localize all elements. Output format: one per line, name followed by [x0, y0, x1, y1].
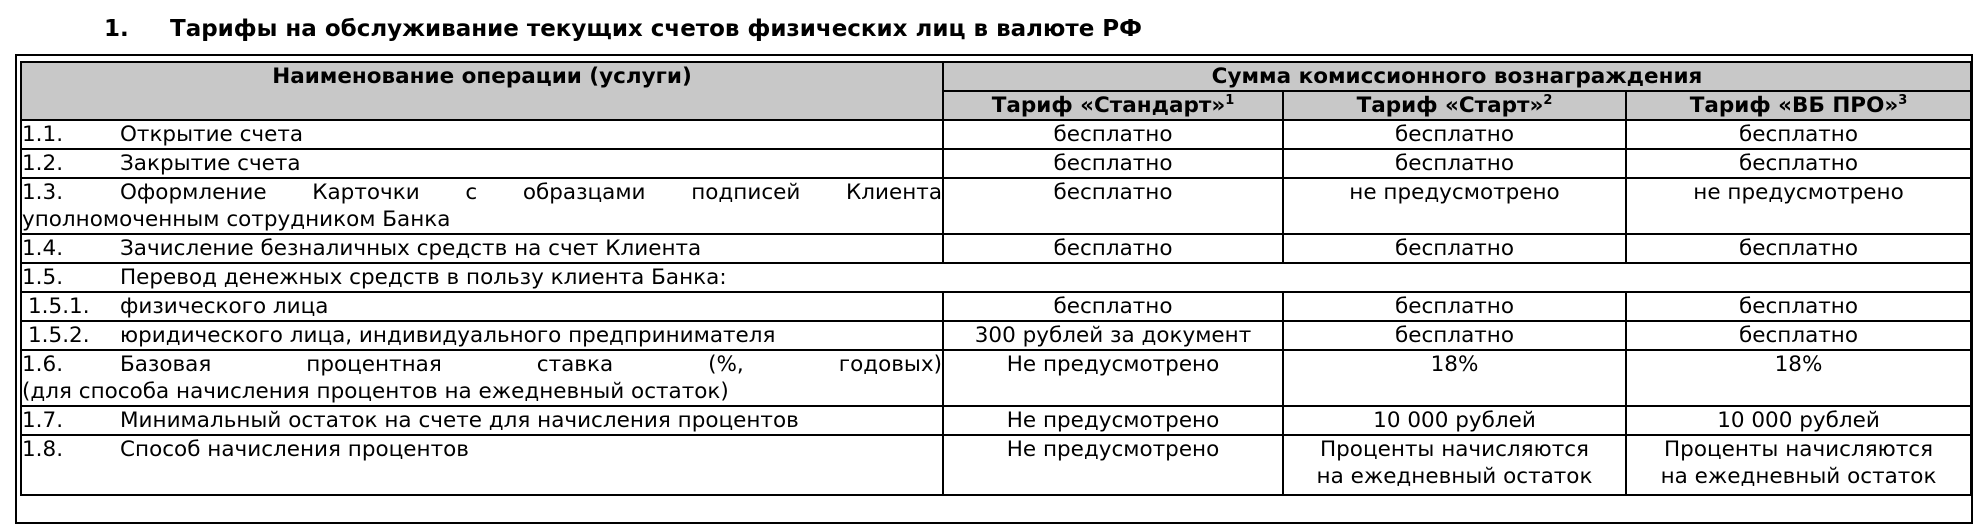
table-row — [21, 406, 1971, 435]
row-value-start: 18% — [1283, 350, 1626, 406]
row-value-vb-pro: Проценты начисляются на ежедневный остаток — [1626, 435, 1971, 495]
header-tariff-start: Тариф «Старт»$^2$ — [1283, 91, 1626, 120]
table-row-group — [21, 263, 1971, 292]
row-value-standard: бесплатно — [943, 120, 1283, 149]
row-value-standard: Не предусмотрено — [943, 435, 1283, 495]
section-number: 1. — [104, 16, 129, 42]
row-value-start: не предусмотрено — [1283, 178, 1626, 234]
row-value-start: бесплатно — [1283, 321, 1626, 350]
header-tariff-standard: Тариф «Стандарт»$^1$ — [943, 91, 1283, 120]
row-value-start: бесплатно — [1283, 120, 1626, 149]
row-operation: 1.1. Открытие счета — [21, 120, 943, 149]
section-title-text: Тарифы на обслуживание текущих счетов физических лиц в валюте РФ — [170, 16, 1142, 42]
row-operation: 1.5.2. юридического лица, индивидуального предпринимателя — [21, 321, 943, 350]
row-value-start: бесплатно — [1283, 234, 1626, 263]
table-row — [21, 435, 1971, 495]
row-value-start: 10 000 рублей — [1283, 406, 1626, 435]
header-operation: Наименование операции (услуги) — [21, 62, 943, 120]
header-tariff-vb-pro: Тариф «ВБ ПРО»$^3$ — [1626, 91, 1971, 120]
table-row — [21, 234, 1971, 263]
row-value-standard: бесплатно — [943, 178, 1283, 234]
section-title — [104, 16, 1142, 42]
row-value-standard: Не предусмотрено — [943, 350, 1283, 406]
row-operation: 1.5. Перевод денежных средств в пользу клиента Банка: — [21, 263, 1971, 292]
row-value-standard: 300 рублей за документ — [943, 321, 1283, 350]
tariff-table — [20, 61, 1972, 496]
row-value-start: Проценты начисляются на ежедневный остаток — [1283, 435, 1626, 495]
table-row — [21, 321, 1971, 350]
row-value-standard: бесплатно — [943, 292, 1283, 321]
row-value-standard: бесплатно — [943, 149, 1283, 178]
row-value-vb-pro: 18% — [1626, 350, 1971, 406]
row-operation: 1.2. Закрытие счета — [21, 149, 943, 178]
row-operation: 1.8. Способ начисления процентов — [21, 435, 943, 495]
row-operation: 1.4. Зачисление безналичных средств на счет Клиента — [21, 234, 943, 263]
row-value-vb-pro: бесплатно — [1626, 292, 1971, 321]
row-operation: 1.6. Базовая процентная ставка (%, годовых) (для способа начисления процентов на ежедневный остаток) — [22, 352, 942, 404]
table-row — [21, 120, 1971, 149]
row-operation: 1.3. Оформление Карточки с образцами подписей Клиента уполномоченным сотрудником Банка — [22, 180, 942, 232]
table-header-row — [21, 62, 1971, 91]
row-value-standard: бесплатно — [943, 234, 1283, 263]
row-value-vb-pro: бесплатно — [1626, 149, 1971, 178]
table-row — [21, 178, 1971, 234]
table-row — [21, 350, 1971, 406]
row-value-vb-pro: бесплатно — [1626, 120, 1971, 149]
row-operation: 1.5.1. физического лица — [21, 292, 943, 321]
row-value-start: бесплатно — [1283, 149, 1626, 178]
table-row — [21, 292, 1971, 321]
header-commission-group: Сумма комиссионного вознаграждения — [943, 62, 1971, 91]
row-value-vb-pro: бесплатно — [1626, 234, 1971, 263]
row-value-start: бесплатно — [1283, 292, 1626, 321]
row-operation: 1.7. Минимальный остаток на счете для начисления процентов — [21, 406, 943, 435]
row-value-vb-pro: бесплатно — [1626, 321, 1971, 350]
table-row — [21, 149, 1971, 178]
row-value-vb-pro: не предусмотрено — [1626, 178, 1971, 234]
row-value-vb-pro: 10 000 рублей — [1626, 406, 1971, 435]
row-value-standard: Не предусмотрено — [943, 406, 1283, 435]
